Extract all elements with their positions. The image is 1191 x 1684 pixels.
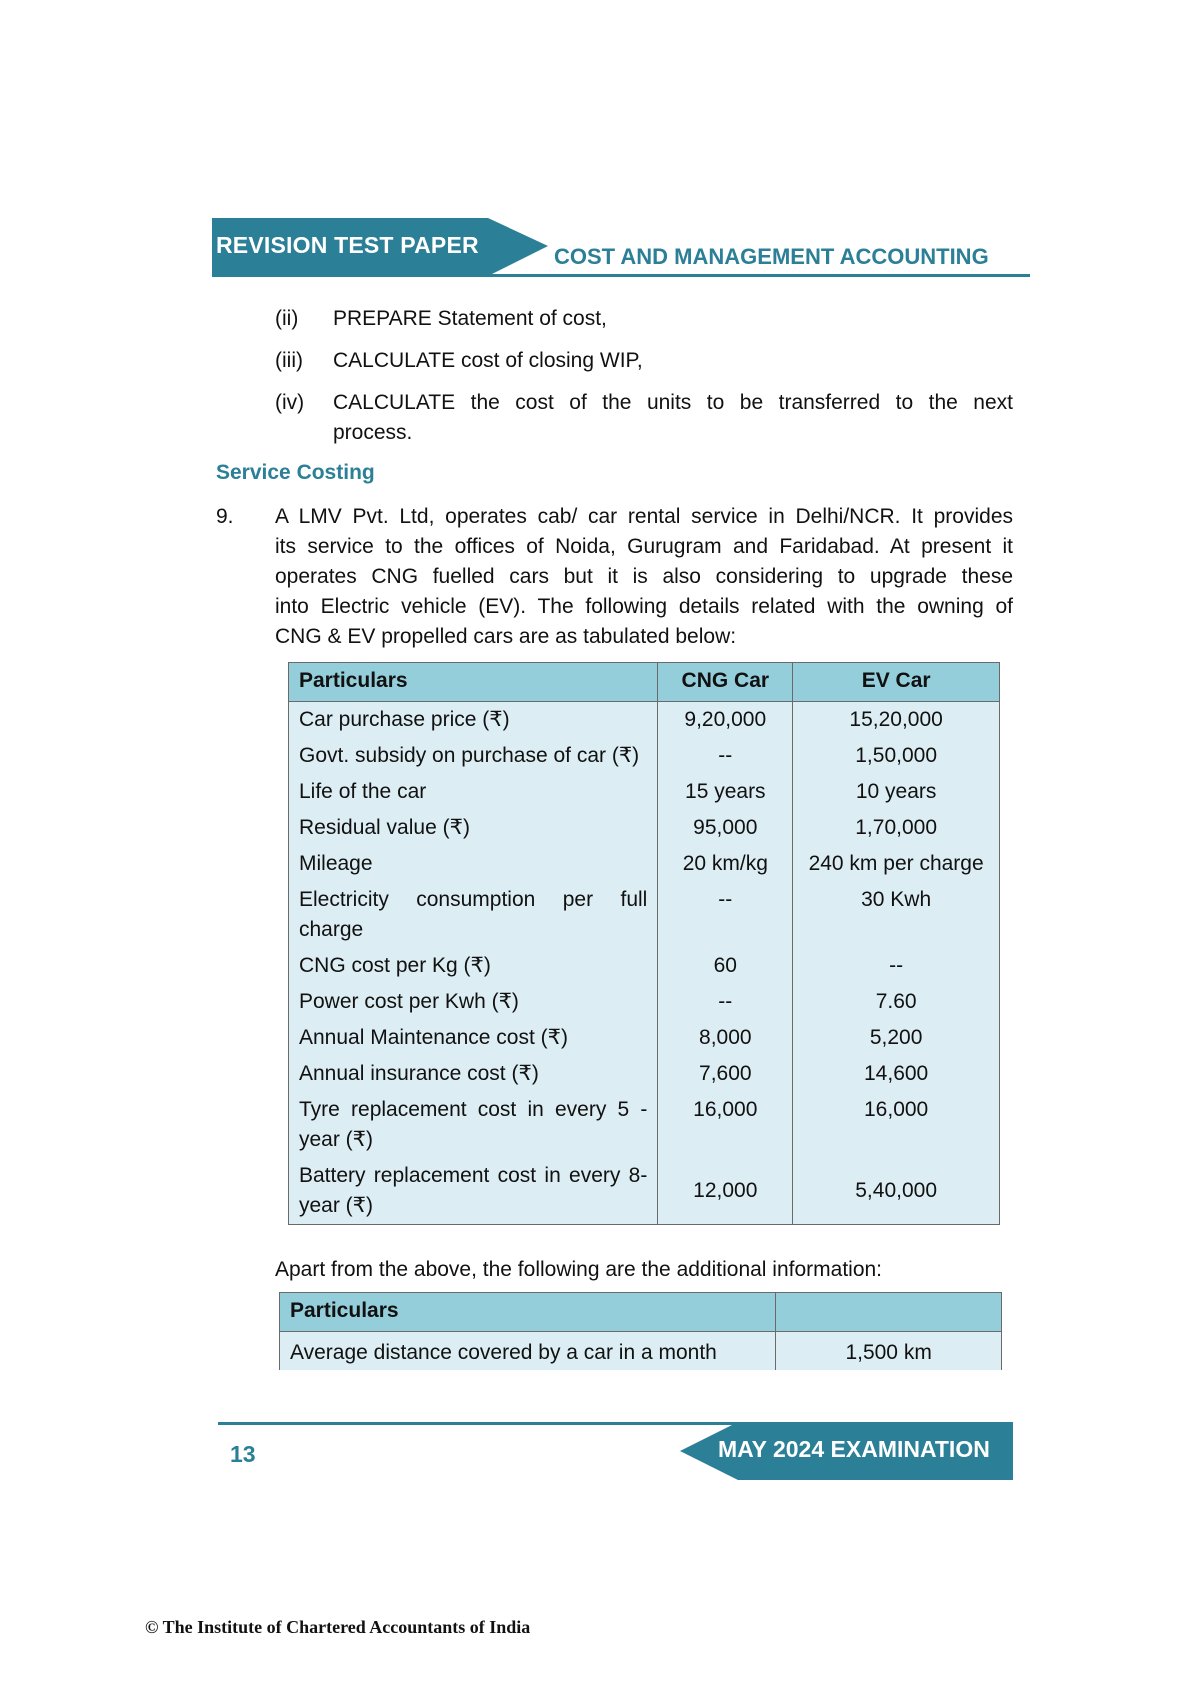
table-cell: 8,000	[658, 1020, 793, 1056]
table-row	[289, 948, 1000, 984]
list-item-text: PREPARE Statement of cost,	[333, 307, 607, 330]
car-cost-table	[288, 662, 1000, 1225]
table-cell: CNG cost per Kg (₹)	[289, 948, 658, 984]
table-header-cell: EV Car	[793, 663, 1000, 702]
table-cell: 12,000	[658, 1158, 793, 1225]
table-row	[289, 882, 1000, 948]
table-cell: 16,000	[658, 1092, 793, 1158]
list-item-number: (ii)	[275, 307, 299, 330]
table-cell: Car purchase price (₹)	[289, 702, 658, 739]
table-cell: 20 km/kg	[658, 846, 793, 882]
question-line: its service to the offices of Noida, Gurugram and Faridabad. At present it	[275, 535, 1013, 558]
table-cell: Power cost per Kwh (₹)	[289, 984, 658, 1020]
list-item-number: (iv)	[275, 391, 305, 414]
table-cell: Govt. subsidy on purchase of car (₹)	[289, 738, 658, 774]
question-line: into Electric vehicle (EV). The following details related with the owning of	[275, 595, 1013, 618]
table-cell: 240 km per charge	[793, 846, 1000, 882]
table-cell: 1,500 km	[776, 1332, 1002, 1371]
question-line: CNG & EV propelled cars are as tabulated below:	[275, 625, 737, 648]
table-header-row	[289, 663, 1000, 702]
footer-banner	[680, 1422, 1013, 1480]
table-cell: 60	[658, 948, 793, 984]
list-item-number: (iii)	[275, 349, 303, 372]
table-cell: --	[658, 984, 793, 1020]
table-cell: Battery replacement cost in every 8- year (₹)	[289, 1158, 658, 1225]
table-cell: 1,50,000	[793, 738, 1000, 774]
table-header-row	[280, 1293, 1002, 1332]
table-row	[289, 846, 1000, 882]
question-number: 9.	[216, 505, 234, 528]
additional-info-table	[279, 1292, 1002, 1370]
table-header-cell: CNG Car	[658, 663, 793, 702]
table-cell: 5,40,000	[793, 1158, 1000, 1225]
table-row	[289, 702, 1000, 739]
table-cell: 1,70,000	[793, 810, 1000, 846]
header-left-label: REVISION TEST PAPER	[216, 232, 479, 258]
table-row	[289, 810, 1000, 846]
header-banner	[212, 218, 548, 276]
table-cell: 14,600	[793, 1056, 1000, 1092]
exam-label: MAY 2024 EXAMINATION	[718, 1436, 990, 1462]
header-right-label: COST AND MANAGEMENT ACCOUNTING	[554, 244, 989, 269]
table-cell: 30 Kwh	[793, 882, 1000, 948]
table-cell: --	[793, 948, 1000, 984]
table-row	[289, 984, 1000, 1020]
table-cell: 10 years	[793, 774, 1000, 810]
table-header-cell	[776, 1293, 1002, 1332]
table-row	[280, 1332, 1002, 1371]
table-cell: Annual Maintenance cost (₹)	[289, 1020, 658, 1056]
question-line: A LMV Pvt. Ltd, operates cab/ car rental service in Delhi/NCR. It provides	[275, 505, 1013, 528]
table-cell: 9,20,000	[658, 702, 793, 739]
table-cell: Electricity consumption per full charge	[289, 882, 658, 948]
table-cell: 15 years	[658, 774, 793, 810]
question-line: operates CNG fuelled cars but it is also considering to upgrade these	[275, 565, 1013, 588]
table-cell: 7.60	[793, 984, 1000, 1020]
table-cell: 16,000	[793, 1092, 1000, 1158]
list-item-text-continued: process.	[333, 421, 413, 444]
table-cell: 95,000	[658, 810, 793, 846]
table-cell: --	[658, 738, 793, 774]
table-header-cell: Particulars	[289, 663, 658, 702]
table-cell: Residual value (₹)	[289, 810, 658, 846]
table-cell: Tyre replacement cost in every 5 - year (₹)	[289, 1092, 658, 1158]
table-row	[289, 1092, 1000, 1158]
table-cell: Mileage	[289, 846, 658, 882]
table-row	[289, 738, 1000, 774]
copyright-notice: © The Institute of Chartered Accountants of India	[145, 1617, 531, 1637]
list-item-text: CALCULATE cost of closing WIP,	[333, 349, 643, 372]
table-row	[289, 1056, 1000, 1092]
page-number: 13	[230, 1441, 256, 1467]
table-row	[289, 1158, 1000, 1225]
header-rule	[212, 274, 1030, 277]
table-row	[289, 1020, 1000, 1056]
table-row	[289, 774, 1000, 810]
table-cell: Life of the car	[289, 774, 658, 810]
section-title: Service Costing	[216, 461, 375, 484]
table-cell: 15,20,000	[793, 702, 1000, 739]
table-cell: --	[658, 882, 793, 948]
additional-info-intro: Apart from the above, the following are the additional information:	[275, 1258, 883, 1281]
table-cell: Annual insurance cost (₹)	[289, 1056, 658, 1092]
list-item-text: CALCULATE the cost of the units to be transferred to the next	[333, 391, 1013, 414]
table-header-cell: Particulars	[280, 1293, 776, 1332]
table-cell: 5,200	[793, 1020, 1000, 1056]
table-cell: Average distance covered by a car in a month	[280, 1332, 776, 1371]
table-cell: 7,600	[658, 1056, 793, 1092]
